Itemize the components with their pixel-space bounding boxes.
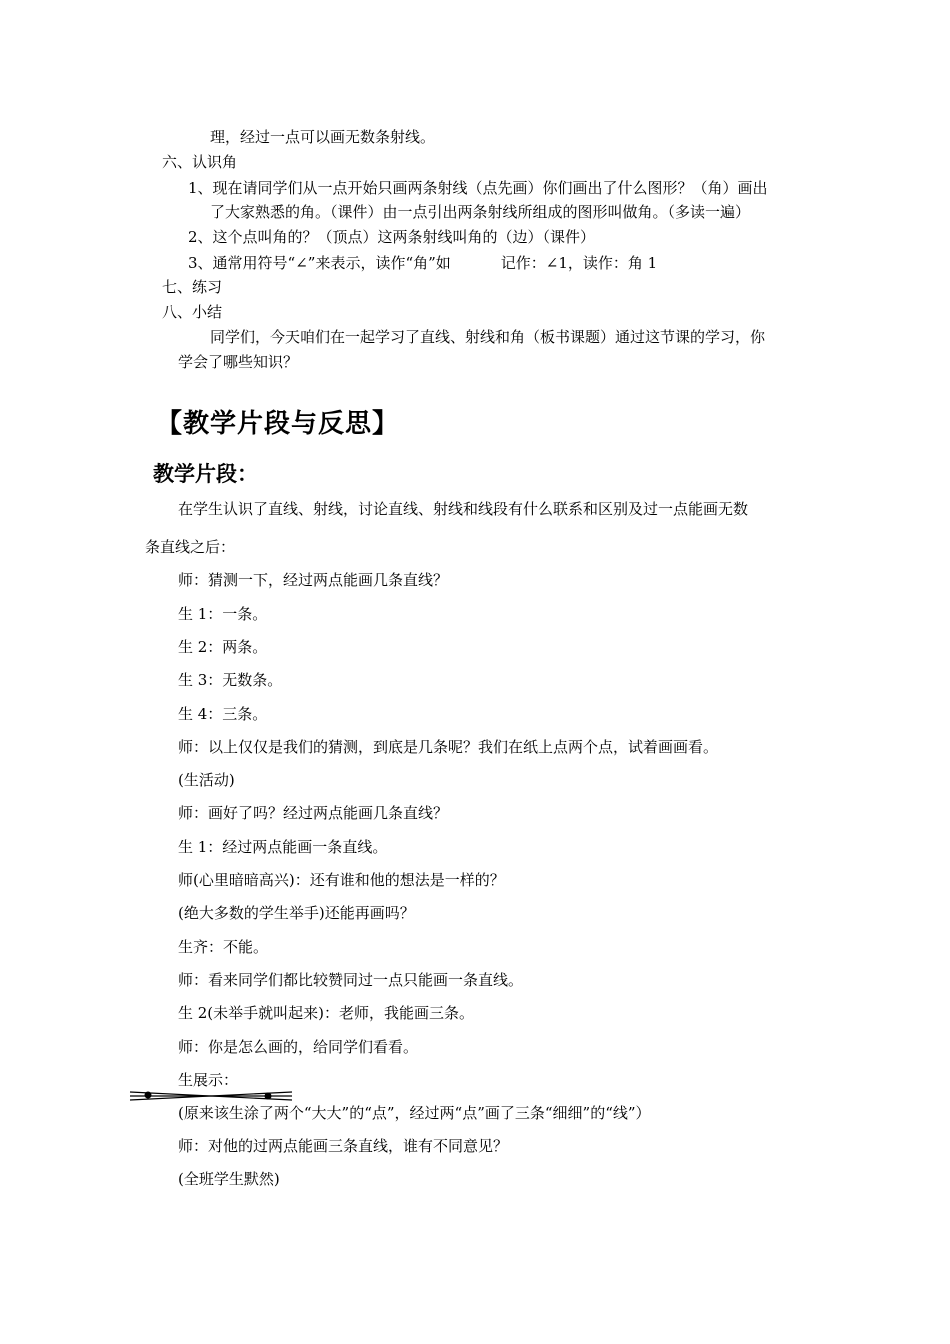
lesson-item-3-notation: 记作：∠1，读作：角 1 bbox=[500, 254, 658, 272]
dialogue-line: 生齐：不能。 bbox=[178, 938, 269, 956]
section-seven-heading: 七、练习 bbox=[162, 278, 223, 296]
dialogue-line: 生 1：经过两点能画一条直线。 bbox=[178, 838, 388, 856]
fragment-intro: 在学生认识了直线、射线，讨论直线、射线和线段有什么联系和区别及过一点能画无数 bbox=[178, 500, 749, 518]
fragment-intro-cont: 条直线之后： bbox=[145, 538, 236, 556]
dialogue-line: 师：画好了吗？经过两点能画几条直线？ bbox=[178, 804, 449, 822]
section-eight-heading: 八、小结 bbox=[162, 303, 223, 321]
lesson-item-3-text: 3、通常用符号“∠”来表示，读作“角”如 bbox=[188, 254, 451, 272]
dialogue-line: 师：猜测一下，经过两点能画几条直线？ bbox=[178, 571, 449, 589]
dialogue-line: 生 4：三条。 bbox=[178, 705, 268, 723]
dialogue-line: 师：对他的过两点能画三条直线，谁有不同意见？ bbox=[178, 1137, 509, 1155]
lesson-line-1: 理，经过一点可以画无数条射线。 bbox=[210, 128, 436, 146]
dialogue-line: 生展示： bbox=[178, 1071, 239, 1089]
lesson-item-1-cont: 了大家熟悉的角。（课件）由一点引出两条射线所组成的图形叫做角。（多读一遍） bbox=[210, 203, 751, 221]
section-title: 【教学片段与反思】 bbox=[156, 409, 400, 439]
dialogue-line: 生 2：两条。 bbox=[178, 638, 268, 656]
dialogue-line: 生 3：无数条。 bbox=[178, 671, 283, 689]
sketch-point-1 bbox=[145, 1092, 152, 1099]
lesson-item-2: 2、这个点叫角的？（顶点）这两条射线叫角的（边）（课件） bbox=[188, 228, 596, 246]
dialogue-line: 师：看来同学们都比较赞同过一点只能画一条直线。 bbox=[178, 971, 524, 989]
section-subtitle: 教学片段： bbox=[153, 462, 258, 486]
dialogue-line: 生 2(未举手就叫起来)：老师，我能画三条。 bbox=[178, 1004, 475, 1022]
summary-paragraph: 同学们，今天咱们在一起学习了直线、射线和角（板书课题）通过这节课的学习，你 bbox=[210, 328, 766, 346]
dialogue-line: 师：以上仅仅是我们的猜测，到底是几条呢？我们在纸上点两个点，试着画画看。 bbox=[178, 738, 719, 756]
stage-direction: (生活动) bbox=[178, 771, 235, 789]
stage-direction: (绝大多数的学生举手)还能再画吗？ bbox=[178, 904, 415, 922]
summary-paragraph-cont: 学会了哪些知识？ bbox=[178, 353, 299, 371]
dialogue-line: 生 1：一条。 bbox=[178, 605, 268, 623]
lesson-item-1: 1、现在请同学们从一点开始只画两条射线（点先画）你们画出了什么图形？（角）画出 bbox=[188, 179, 768, 197]
stage-direction: (原来该生涂了两个“大大”的“点”，经过两“点”画了三条“细细”的“线”） bbox=[178, 1104, 651, 1122]
dialogue-line: 师(心里暗暗高兴)：还有谁和他的想法是一样的？ bbox=[178, 871, 505, 889]
dialogue-line: 师：你是怎么画的，给同学们看看。 bbox=[178, 1038, 419, 1056]
section-six-heading: 六、认识角 bbox=[162, 153, 238, 171]
stage-direction: (全班学生默然) bbox=[178, 1170, 280, 1188]
lesson-item-3 bbox=[188, 253, 657, 273]
sketch-point-2 bbox=[265, 1093, 272, 1100]
